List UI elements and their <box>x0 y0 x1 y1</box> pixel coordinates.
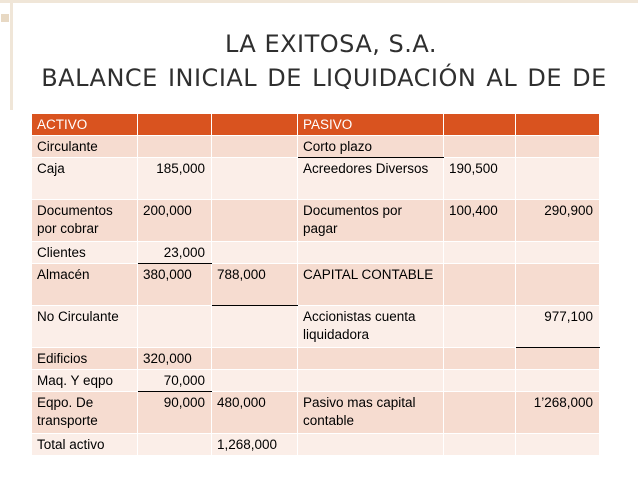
cell-activo-label: Circulante <box>32 136 138 158</box>
table-row: No Circulante Accionistas cuenta liquidadora 977,100 <box>32 306 600 348</box>
cell-pasivo-label <box>298 242 444 264</box>
table-row: Almacén 380,000 788,000 CAPITAL CONTABLE <box>32 264 600 306</box>
cell-pasivo-label <box>298 434 444 456</box>
activo-header: ACTIVO <box>32 114 138 136</box>
cell-pasivo-label: Pasivo mas capital contable <box>298 392 444 434</box>
table-row: Maq. Y eqpo 70,000 <box>32 370 600 392</box>
table-row <box>32 136 600 158</box>
cell-pasivo-label: Accionistas cuenta liquidadora <box>298 306 444 348</box>
header-row <box>32 114 600 136</box>
balance-table <box>31 113 600 456</box>
corner-decoration <box>1 14 9 22</box>
cell-activo-label: Caja <box>32 158 138 200</box>
top-decoration-bar <box>0 0 638 3</box>
cell-activo-label: Edificios <box>32 348 138 370</box>
cell-activo-label: Almacén <box>32 264 138 306</box>
cell-activo-label: Eqpo. De transporte <box>32 392 138 434</box>
cell-activo-label: Maq. Y eqpo <box>32 370 138 392</box>
cell-pasivo-label <box>298 370 444 392</box>
cell-activo-label: Documentos por cobrar <box>32 200 138 242</box>
balance-title: BALANCE INICIAL DE LIQUIDACIÓN AL DE DE <box>41 64 607 92</box>
pasivo-header: PASIVO <box>298 114 444 136</box>
cell-activo-label: Clientes <box>32 242 138 264</box>
table-row: Total activo 1,268,000 <box>32 434 600 456</box>
cell-pasivo-label: CAPITAL CONTABLE <box>298 264 444 306</box>
cell-pasivo-label: Acreedores Diversos <box>298 158 444 200</box>
table-row: Documentos por cobrar 200,000 Documentos por pagar 100,400 290,900 <box>32 200 600 242</box>
cell-pasivo-label <box>298 348 444 370</box>
cell-pasivo-label: Documentos por pagar <box>298 200 444 242</box>
cell-activo-label: Total activo <box>32 434 138 456</box>
company-title: LA EXITOSA, S.A. <box>224 30 438 58</box>
table-row: Clientes 23,000 <box>32 242 600 264</box>
table-row: Eqpo. De transporte 90,000 480,000 Pasivo mas capital contable 1’268,000 <box>32 392 600 434</box>
cell-pasivo-label: Corto plazo <box>298 136 444 158</box>
cell-activo-label: No Circulante <box>32 306 138 348</box>
table-row: Edificios 320,000 <box>32 348 600 370</box>
table-row: Caja 185,000 Acreedores Diversos 190,500 <box>32 158 600 200</box>
